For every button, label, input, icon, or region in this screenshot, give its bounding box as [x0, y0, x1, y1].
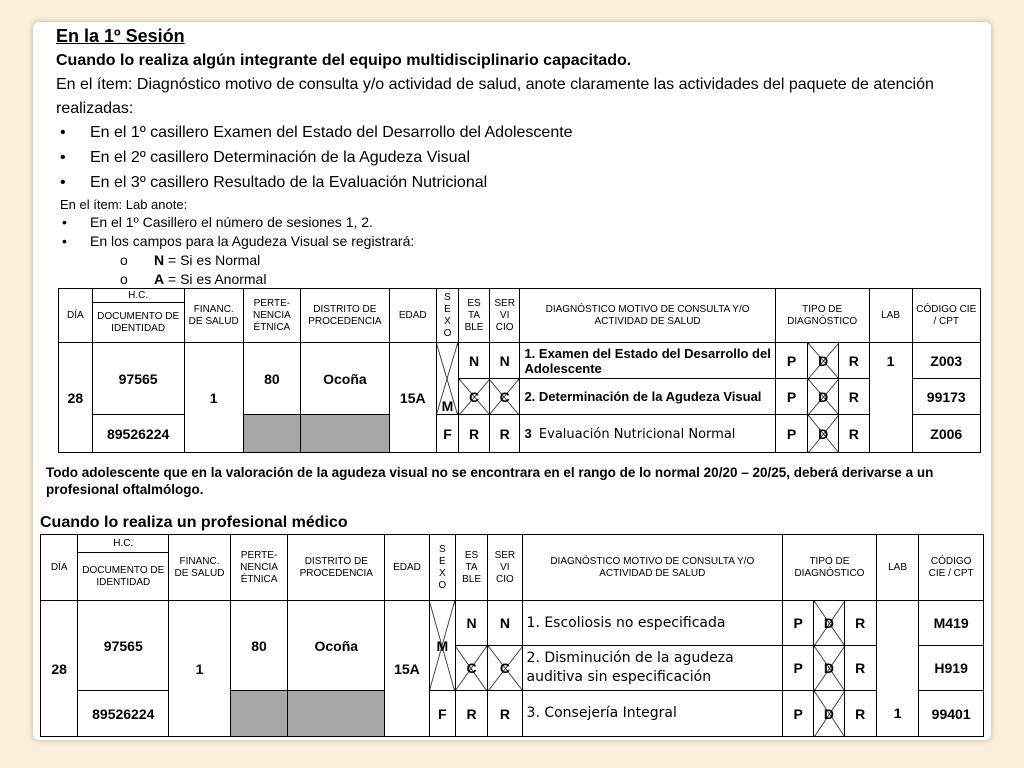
code-item: o A = Si es Anormal: [120, 271, 267, 287]
header-sexo: S E X O: [429, 535, 455, 601]
header-servicio: SER VI CIO: [488, 535, 522, 601]
header-tipo: TIPO DE DIAGNÓSTICO: [783, 535, 877, 601]
cell-diagnostico: 1. Examen del Estado del Desarrollo del Adolescente: [520, 343, 775, 379]
cell-tipo-d: D: [814, 601, 844, 646]
header-edad: EDAD: [389, 289, 436, 343]
cell-estable: N: [455, 601, 487, 646]
cell-distrito: Ocoña: [288, 601, 385, 691]
cell-edad: 15A: [389, 343, 436, 453]
cell-estable: R: [459, 415, 490, 453]
cell-sexo-m: M: [436, 343, 458, 415]
cell-estable: N: [459, 343, 490, 379]
code-item: o N = Si es Normal: [120, 252, 261, 268]
cell-tipo-p: P: [783, 646, 814, 691]
cell-lab: [869, 379, 912, 415]
cell-codigo: M419: [919, 601, 984, 646]
header-sexo: S E X O: [436, 289, 458, 343]
cell-etnia: 80: [230, 601, 288, 691]
cell-tipo-d: D: [808, 415, 839, 453]
cell-diagnostico: 2. Disminución de la agudeza auditiva sin especificación: [522, 646, 782, 691]
header-hc: H.C.: [92, 289, 184, 303]
cell-codigo: 99173: [912, 379, 981, 415]
section-title-medico: Cuando lo realiza un profesional médico: [40, 514, 348, 531]
cell-sexo-f: F: [436, 415, 458, 453]
cell-tipo-r: R: [839, 343, 870, 379]
cell-servicio: R: [488, 691, 522, 737]
cell-servicio: R: [489, 415, 520, 453]
header-codigo: CÓDIGO CIE / CPT: [919, 535, 984, 601]
cell-lab: [869, 415, 912, 453]
cell-estable: C: [459, 379, 490, 415]
cell-diagnostico: 1. Escoliosis no especificada: [522, 601, 782, 646]
cell-estable: C: [455, 646, 487, 691]
header-dia: DÍA: [41, 535, 78, 601]
section-title: En la 1º Sesión: [56, 26, 185, 46]
header-servicio: SER VI CIO: [489, 289, 520, 343]
cell-servicio: C: [489, 379, 520, 415]
cell-dia: 28: [59, 343, 93, 453]
header-estable: ES TA BLE: [459, 289, 490, 343]
cell-tipo-p: P: [783, 691, 814, 737]
header-etnia: PERTE- NENCIA ÉTNICA: [230, 535, 288, 601]
header-lab: LAB: [869, 289, 912, 343]
cell-lab: [876, 646, 918, 691]
header-diagnostico: DIAGNÓSTICO MOTIVO DE CONSULTA Y/O ACTIVIDAD DE SALUD: [522, 535, 782, 601]
cell-lab: 1: [869, 343, 912, 379]
derivation-note: Todo adolescente que en la valoración de la agudeza visual no se encontrara en el rango de lo normal 20/20 – 20/25, deberá derivarse a un profesional oftalmólogo.: [46, 465, 934, 497]
cell-codigo: 99401: [919, 691, 984, 737]
cell-etnia: 80: [243, 343, 300, 415]
cell-tipo-r: R: [844, 601, 876, 646]
header-lab: LAB: [876, 535, 918, 601]
lab-bullet: • En los campos para la Agudeza Visual se registrará:: [62, 233, 415, 249]
cell-servicio: N: [488, 601, 522, 646]
cell-estable: R: [455, 691, 487, 737]
cell-lab: 1: [876, 691, 918, 737]
cell-distrito-empty: [300, 415, 389, 453]
cell-codigo: H919: [919, 646, 984, 691]
cell-tipo-p: P: [775, 343, 808, 379]
cell-lab: [876, 601, 918, 646]
cell-tipo-r: R: [839, 379, 870, 415]
registro-table-2: [40, 534, 984, 737]
cell-tipo-r: R: [839, 415, 870, 453]
cell-tipo-p: P: [783, 601, 814, 646]
header-etnia: PERTE- NENCIA ÉTNICA: [243, 289, 300, 343]
header-hc: H.C.: [78, 535, 169, 553]
cell-codigo: Z006: [912, 415, 981, 453]
cell-sexo-m: M: [429, 601, 455, 691]
lab-bullet: • En el 1º Casillero el número de sesiones 1, 2.: [62, 214, 373, 230]
bullet-item: • En el 3º casillero Resultado de la Evaluación Nutricional: [60, 174, 488, 191]
cell-tipo-r: R: [844, 646, 876, 691]
cell-tipo-d: D: [814, 646, 844, 691]
cell-codigo: Z003: [912, 343, 981, 379]
cell-diagnostico: 2. Determinación de la Agudeza Visual: [520, 379, 775, 415]
cell-etnia-empty: [230, 691, 288, 737]
cell-documento: 89526224: [78, 691, 169, 737]
bullet-item: • En el 1º casillero Examen del Estado del Desarrollo del Adolescente: [60, 124, 573, 141]
instruction-line: realizadas:: [56, 100, 134, 117]
header-dia: DÍA: [59, 289, 93, 343]
header-financ: FINANC. DE SALUD: [184, 289, 243, 343]
cell-tipo-r: R: [844, 691, 876, 737]
header-diagnostico: DIAGNÓSTICO MOTIVO DE CONSULTA Y/O ACTIVIDAD DE SALUD: [520, 289, 775, 343]
header-distrito: DISTRITO DE PROCEDENCIA: [288, 535, 385, 601]
header-estable: ES TA BLE: [455, 535, 487, 601]
cell-diagnostico: 3 Evaluación Nutricional Normal: [520, 415, 775, 453]
cell-sexo-f: F: [429, 691, 455, 737]
cell-financ: 1: [169, 601, 231, 737]
cell-tipo-d: D: [814, 691, 844, 737]
cell-edad: 15A: [385, 601, 429, 737]
cell-servicio: N: [489, 343, 520, 379]
registro-table-1: [58, 288, 981, 453]
cell-tipo-p: P: [775, 379, 808, 415]
lab-title: En el ítem: Lab anote:: [60, 197, 188, 212]
header-documento: DOCUMENTO DE IDENTIDAD: [78, 553, 169, 601]
cell-etnia-empty: [243, 415, 300, 453]
cell-distrito-empty: [288, 691, 385, 737]
section-subtitle: Cuando lo realiza algún integrante del equipo multidisciplinario capacitado.: [56, 52, 632, 69]
bullet-item: • En el 2º casillero Determinación de la Agudeza Visual: [60, 149, 470, 166]
cell-dia: 28: [41, 601, 78, 737]
cell-financ: 1: [184, 343, 243, 453]
cell-servicio: C: [488, 646, 522, 691]
instruction-line: En el ítem: Diagnóstico motivo de consulta y/o actividad de salud, anote claramente las actividades del paquete de atención: [56, 76, 934, 93]
cell-hc: 97565: [78, 601, 169, 691]
header-edad: EDAD: [385, 535, 429, 601]
cell-tipo-d: D: [808, 343, 839, 379]
header-tipo: TIPO DE DIAGNÓSTICO: [775, 289, 869, 343]
cell-hc: 97565: [92, 343, 184, 415]
header-documento: DOCUMENTO DE IDENTIDAD: [92, 303, 184, 343]
cell-diagnostico: 3. Consejería Integral: [522, 691, 782, 737]
header-financ: FINANC. DE SALUD: [169, 535, 231, 601]
header-codigo: CÓDIGO CIE / CPT: [912, 289, 981, 343]
cell-distrito: Ocoña: [300, 343, 389, 415]
cell-documento: 89526224: [92, 415, 184, 453]
header-distrito: DISTRITO DE PROCEDENCIA: [300, 289, 389, 343]
cell-tipo-d: D: [808, 379, 839, 415]
cell-tipo-p: P: [775, 415, 808, 453]
